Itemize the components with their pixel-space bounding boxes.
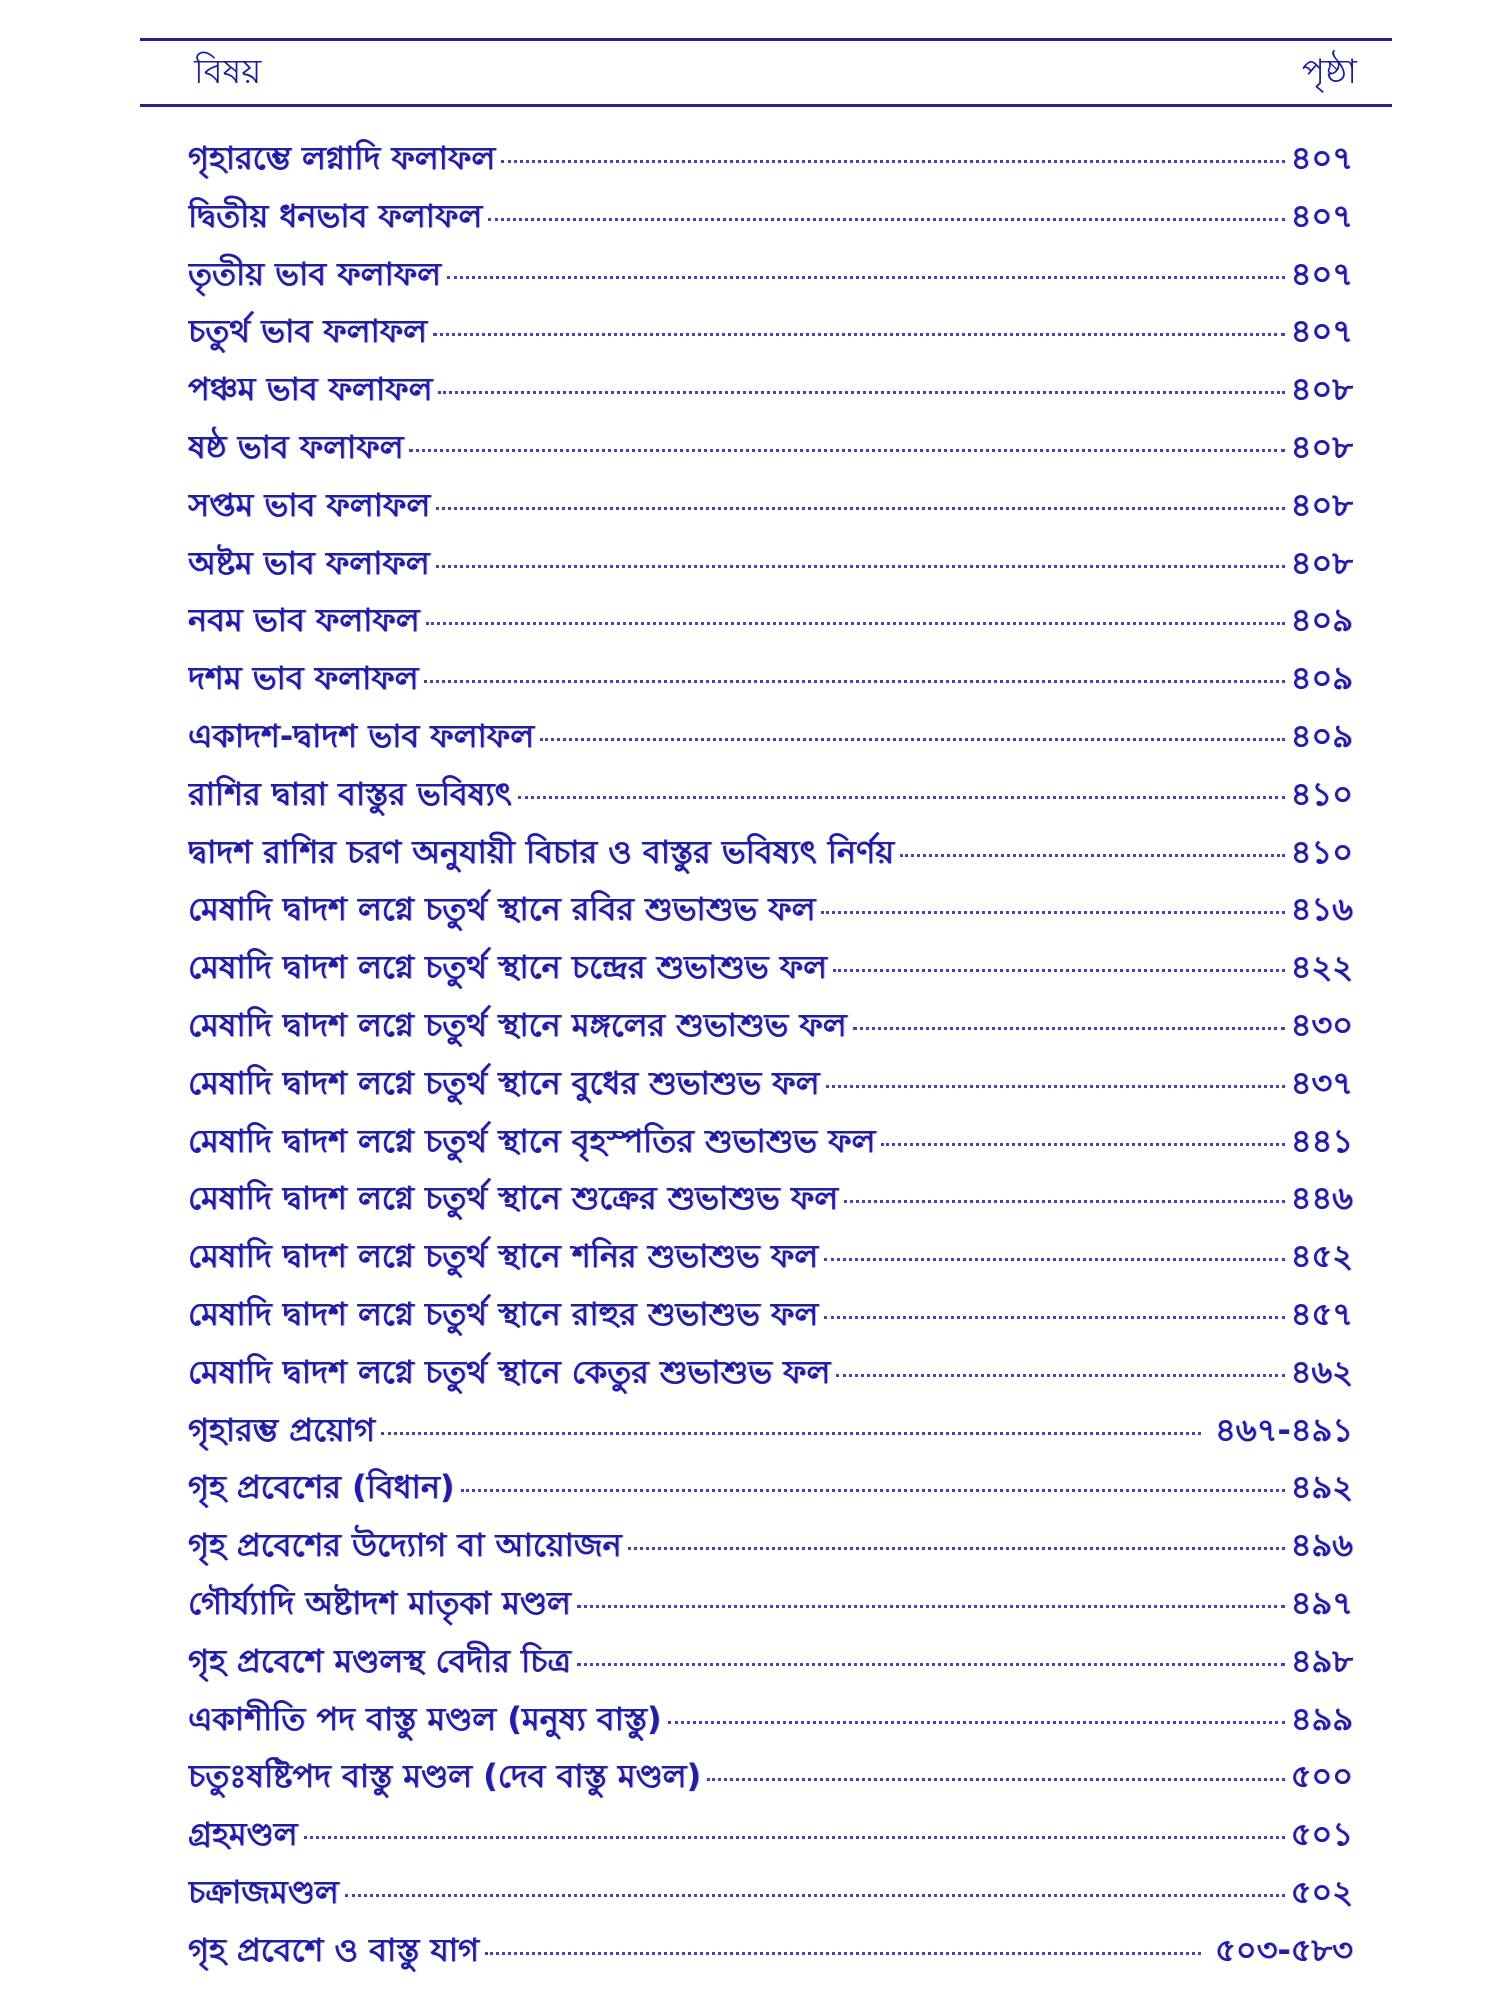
toc-entry <box>188 824 1353 882</box>
dot-leader <box>836 1374 1284 1377</box>
dot-leader <box>426 622 1285 625</box>
toc-entry-page-number: ৫০৩-৫৮৩ <box>1215 1930 1353 1969</box>
toc-entry-title: গৃহ প্রবেশে মণ্ডলস্থ বেদীর চিত্র <box>188 1641 571 1680</box>
dot-leader <box>844 1200 1285 1203</box>
toc-entry-page-number: ৪৯২ <box>1290 1468 1353 1507</box>
toc-entry <box>188 1344 1353 1402</box>
dot-leader <box>485 1952 1201 1955</box>
toc-entry-title: মেষাদি দ্বাদশ লগ্নে চতুর্থ স্থানে মঙ্গলের শুভাশুভ ফল <box>188 1005 847 1044</box>
toc-entry <box>188 708 1353 766</box>
toc-entry-title: গৃহারম্ভে লগ্নাদি ফলাফল <box>188 139 496 177</box>
toc-entry-page-number: ৪১৬ <box>1290 890 1353 929</box>
dot-leader <box>424 680 1284 683</box>
toc-entry <box>188 361 1353 419</box>
toc-entry-page-number: ৪৬২ <box>1290 1352 1353 1391</box>
dot-leader <box>433 333 1285 336</box>
toc-entry-page-number: ৪৯৭ <box>1290 1583 1353 1622</box>
toc-entry-title: রাশির দ্বারা বাস্তুর ভবিষ্যৎ <box>188 774 512 813</box>
toc-entry-page-number: ৪৩৭ <box>1290 1063 1353 1102</box>
toc-entry <box>188 1055 1353 1113</box>
dot-leader <box>577 1605 1285 1608</box>
toc-entry <box>188 1864 1353 1922</box>
dot-leader <box>488 218 1284 221</box>
toc-entry <box>188 1691 1353 1749</box>
toc-entry-title: মেষাদি দ্বাদশ লগ্নে চতুর্থ স্থানে কেতুর শুভাশুভ ফল <box>188 1352 831 1391</box>
toc-entry <box>188 939 1353 997</box>
toc-entry-title: গ্রহমণ্ডল <box>188 1815 298 1854</box>
toc-entry-title: দ্বিতীয় ধনভাব ফলাফল <box>188 196 483 235</box>
toc-entry-page-number: ৫০১ <box>1290 1815 1353 1854</box>
toc-entry-page-number: ৪৯৮ <box>1290 1641 1353 1680</box>
toc-entry-page-number: ৫০২ <box>1290 1872 1353 1911</box>
dot-leader <box>824 1258 1285 1261</box>
header-bottom-rule <box>140 104 1392 107</box>
toc-entry-title: একাদশ-দ্বাদশ ভাব ফলাফল <box>188 716 535 755</box>
toc-entry <box>188 188 1353 246</box>
toc-entry-title: একাশীতি পদ বাস্তু মণ্ডল (মনুষ্য বাস্তু) <box>188 1699 662 1738</box>
toc-entry-page-number: ৪৬৭-৪৯১ <box>1215 1410 1353 1449</box>
dot-leader <box>436 565 1285 568</box>
dot-leader <box>577 1663 1285 1666</box>
toc-entry-page-number: ৪৪১ <box>1290 1121 1353 1160</box>
toc-entry <box>188 1402 1353 1460</box>
dot-leader <box>409 449 1284 452</box>
subject-column-header: বিষয় <box>194 52 262 92</box>
toc-entry-title: গৃহ প্রবেশে ও বাস্তু যাগ <box>188 1930 480 1969</box>
toc-entry-title: তৃতীয় ভাব ফলাফল <box>188 254 441 293</box>
toc-entry-page-number: ৪০৮ <box>1290 370 1353 409</box>
dot-leader <box>833 969 1285 972</box>
toc-entry <box>188 1806 1353 1864</box>
dot-leader <box>381 1432 1201 1435</box>
toc-entry <box>188 881 1353 939</box>
toc-entry <box>188 650 1353 708</box>
toc-entry-title: দশম ভাব ফলাফল <box>188 659 419 698</box>
dot-leader <box>436 507 1284 510</box>
toc-entry-title: চক্রাজমণ্ডল <box>188 1872 339 1911</box>
toc-entry-title: নবম ভাব ফলাফল <box>188 601 420 640</box>
toc-entry-page-number: ৪৯৯ <box>1290 1699 1353 1738</box>
dot-leader <box>518 796 1285 799</box>
toc-entry-page-number: ৪৫৭ <box>1290 1294 1353 1333</box>
toc-entry-title: চতুর্থ ভাব ফলাফল <box>188 312 427 351</box>
toc-entry <box>188 1517 1353 1575</box>
toc-entry-title: মেষাদি দ্বাদশ লগ্নে চতুর্থ স্থানে শুক্রের শুভাশুভ ফল <box>188 1179 839 1218</box>
toc-entry-title: গৌর্য্যাদি অষ্টাদশ মাতৃকা মণ্ডল <box>188 1583 571 1622</box>
toc-entry-page-number: ৪০৮ <box>1290 427 1353 466</box>
dot-leader <box>304 1836 1285 1839</box>
dot-leader <box>501 160 1284 163</box>
toc-entry-page-number: ৪০৭ <box>1290 196 1353 235</box>
toc-entry <box>188 419 1353 477</box>
toc-entry <box>188 1633 1353 1691</box>
toc-entry <box>188 766 1353 824</box>
toc-entry <box>188 1228 1353 1286</box>
toc-entry-page-number: ৪৫২ <box>1290 1237 1353 1276</box>
dot-leader <box>900 854 1285 857</box>
toc-entry-page-number: ৪০৮ <box>1290 543 1353 582</box>
toc-entry <box>188 303 1353 361</box>
toc-entry <box>188 1748 1353 1806</box>
toc-entry-page-number: ৪০৯ <box>1290 601 1353 640</box>
toc-entry-title: গৃহ প্রবেশের (বিধান) <box>188 1468 455 1507</box>
toc-entry-page-number: ৪০৭ <box>1290 312 1353 351</box>
toc-entry <box>188 1170 1353 1228</box>
toc-entry-title: মেষাদি দ্বাদশ লগ্নে চতুর্থ স্থানে চন্দ্রের শুভাশুভ ফল <box>188 948 827 987</box>
toc-entry-title: মেষাদি দ্বাদশ লগ্নে চতুর্থ স্থানে বুধের শুভাশুভ ফল <box>188 1063 820 1102</box>
toc-entry-page-number: ৪০৯ <box>1290 716 1353 755</box>
toc-entry-page-number: ৪৩০ <box>1290 1005 1353 1044</box>
toc-entry-page-number: ৪০৭ <box>1290 139 1353 177</box>
table-of-contents <box>188 130 1353 1980</box>
toc-entry <box>188 592 1353 650</box>
toc-entry <box>188 1113 1353 1171</box>
dot-leader <box>853 1027 1285 1030</box>
toc-entry-page-number: ৪০৮ <box>1290 485 1353 524</box>
toc-entry-title: মেষাদি দ্বাদশ লগ্নে চতুর্থ স্থানে শনির শুভাশুভ ফল <box>188 1237 819 1276</box>
dot-leader <box>668 1721 1285 1724</box>
toc-entry-page-number: ৫০০ <box>1290 1757 1353 1796</box>
toc-entry-page-number: ৪৪৬ <box>1290 1179 1353 1218</box>
dot-leader <box>461 1489 1285 1492</box>
page-column-header: পৃষ্ঠা <box>1301 52 1357 92</box>
dot-leader <box>628 1547 1285 1550</box>
toc-entry <box>188 1575 1353 1633</box>
toc-entry <box>188 130 1353 188</box>
dot-leader <box>881 1143 1284 1146</box>
toc-entry-title: পঞ্চম ভাব ফলাফল <box>188 370 433 409</box>
dot-leader <box>438 391 1284 394</box>
toc-entry-title: মেষাদি দ্বাদশ লগ্নে চতুর্থ স্থানে বৃহস্পতির শুভাশুভ ফল <box>188 1121 876 1160</box>
dot-leader <box>540 738 1285 741</box>
dot-leader <box>824 1316 1284 1319</box>
toc-entry-page-number: ৪০৭ <box>1290 254 1353 293</box>
toc-entry-title: মেষাদি দ্বাদশ লগ্নে চতুর্থ স্থানে রবির শুভাশুভ ফল <box>188 890 816 929</box>
toc-entry-title: গৃহ প্রবেশের উদ্যোগ বা আয়োজন <box>188 1526 622 1565</box>
toc-entry-page-number: ৪০৯ <box>1290 659 1353 698</box>
toc-entry <box>188 246 1353 304</box>
toc-entry-title: মেষাদি দ্বাদশ লগ্নে চতুর্থ স্থানে রাহুর শুভাশুভ ফল <box>188 1294 819 1333</box>
toc-entry-page-number: ৪৯৬ <box>1290 1526 1353 1565</box>
toc-entry <box>188 997 1353 1055</box>
dot-leader <box>447 276 1285 279</box>
toc-entry-title: গৃহারম্ভ প্রয়োগ <box>188 1410 375 1449</box>
toc-entry <box>188 535 1353 593</box>
toc-entry-title: সপ্তম ভাব ফলাফল <box>188 485 431 524</box>
toc-entry-title: দ্বাদশ রাশির চরণ অনুযায়ী বিচার ও বাস্তুর ভবিষ্যৎ নির্ণয় <box>188 832 895 871</box>
toc-entry <box>188 1286 1353 1344</box>
toc-entry-title: ষষ্ঠ ভাব ফলাফল <box>188 427 404 466</box>
dot-leader <box>826 1085 1285 1088</box>
dot-leader <box>821 911 1284 914</box>
toc-entry <box>188 1459 1353 1517</box>
toc-entry-title: অষ্টম ভাব ফলাফল <box>188 543 430 582</box>
toc-entry-title: চতুঃষষ্টিপদ বাস্তু মণ্ডল (দেব বাস্তু মণ্ডল) <box>188 1757 702 1796</box>
toc-entry-page-number: ৪১০ <box>1290 832 1353 871</box>
header-top-rule <box>140 38 1392 41</box>
toc-entry-page-number: ৪১০ <box>1290 774 1353 813</box>
toc-entry <box>188 477 1353 535</box>
dot-leader <box>345 1894 1285 1897</box>
toc-entry <box>188 1922 1353 1980</box>
dot-leader <box>707 1778 1285 1781</box>
toc-entry-page-number: ৪২২ <box>1290 948 1353 987</box>
